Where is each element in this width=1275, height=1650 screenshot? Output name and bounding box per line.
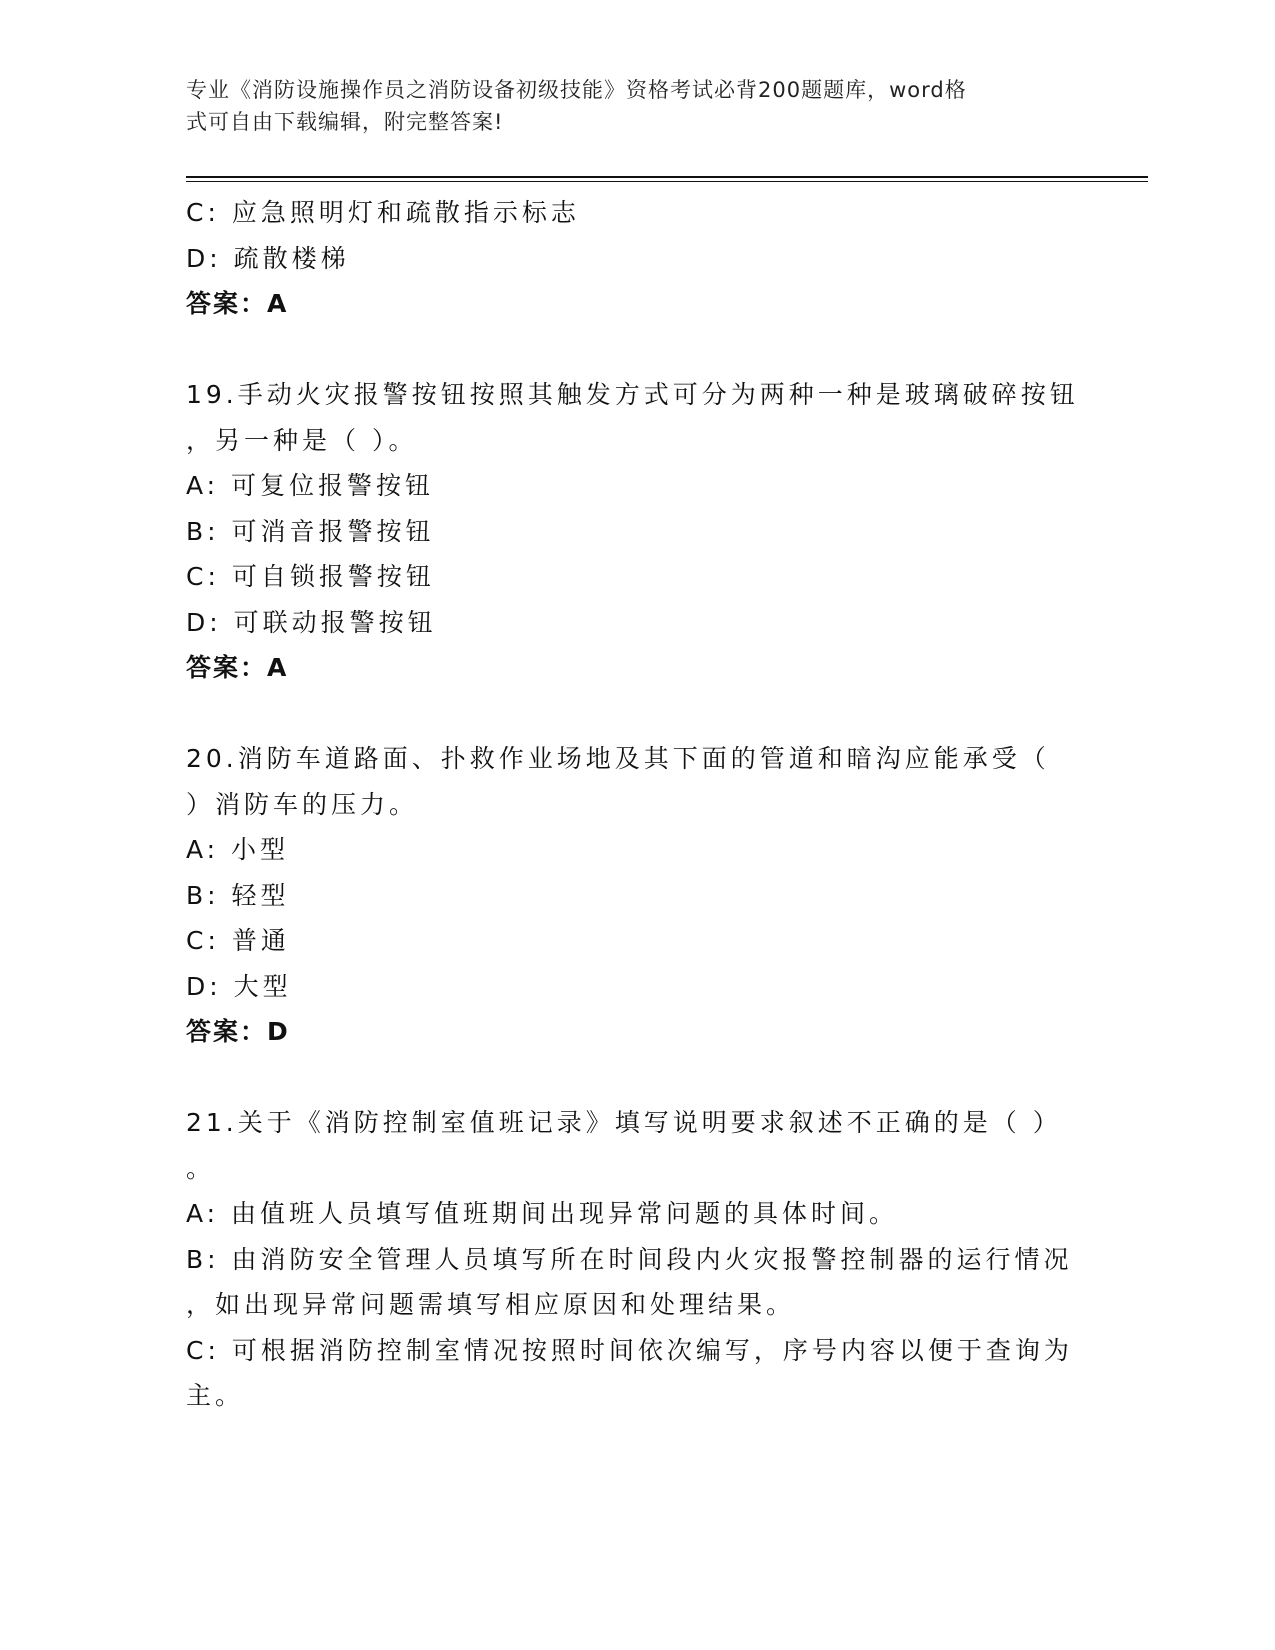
spacer <box>186 691 1086 737</box>
header-rule-thick <box>186 176 1148 178</box>
option-c: C: 可自锁报警按钮 <box>186 562 435 591</box>
option-d: D: 疏散楼梯 <box>186 243 350 273</box>
option-d: D: 可联动报警按钮 <box>186 607 437 637</box>
question-stem: 20.消防车道路面、扑救作业场地及其下面的管道和暗沟应能承受（ <box>186 744 1050 773</box>
option-b-continued: ，如出现异常问题需填写相应原因和处理结果。 <box>186 1290 796 1319</box>
spacer <box>186 1055 1086 1101</box>
answer-line: 答案：A <box>186 653 289 682</box>
header-line-2: 式可自由下载编辑，附完整答案! <box>186 110 504 134</box>
option-c-continued: 主。 <box>186 1381 245 1410</box>
option-c: C: 应急照明灯和疏散指示标志 <box>186 198 580 227</box>
spacer <box>186 327 1086 373</box>
question-block-19 <box>186 372 1086 691</box>
answer-line: 答案：D <box>186 1017 290 1046</box>
option-b: B: 由消防安全管理人员填写所在时间段内火灾报警控制器的运行情况 <box>186 1244 1073 1274</box>
question-block-18 <box>186 190 1086 327</box>
question-block-20 <box>186 736 1086 1055</box>
question-stem: 21.关于《消防控制室值班记录》填写说明要求叙述不正确的是（ ） <box>186 1108 1062 1137</box>
question-stem-continued: ）消防车的压力。 <box>186 789 419 819</box>
answer-line: 答案：A <box>186 289 289 318</box>
option-a: A: 可复位报警按钮 <box>186 471 435 500</box>
question-block-21 <box>186 1100 1086 1419</box>
question-stem-continued: 。 <box>186 1153 216 1183</box>
option-c: C: 可根据消防控制室情况按照时间依次编写，序号内容以便于查询为 <box>186 1335 1073 1365</box>
header-line-1: 专业《消防设施操作员之消防设备初级技能》资格考试必背200题题库，word格 <box>186 78 967 102</box>
document-header <box>186 74 1066 138</box>
question-stem: 19.手动火灾报警按钮按照其触发方式可分为两种一种是玻璃破碎按钮 <box>186 380 1079 409</box>
option-c: C: 普通 <box>186 926 290 955</box>
option-b: B: 轻型 <box>186 880 290 910</box>
option-b: B: 可消音报警按钮 <box>186 516 435 546</box>
option-a: A: 由值班人员填写值班期间出现异常问题的具体时间。 <box>186 1199 899 1228</box>
question-stem-continued: ，另一种是（ ）。 <box>186 425 418 455</box>
option-a: A: 小型 <box>186 835 290 864</box>
option-d: D: 大型 <box>186 971 292 1001</box>
header-rule-thin <box>186 181 1148 182</box>
question-content <box>186 190 1086 1419</box>
